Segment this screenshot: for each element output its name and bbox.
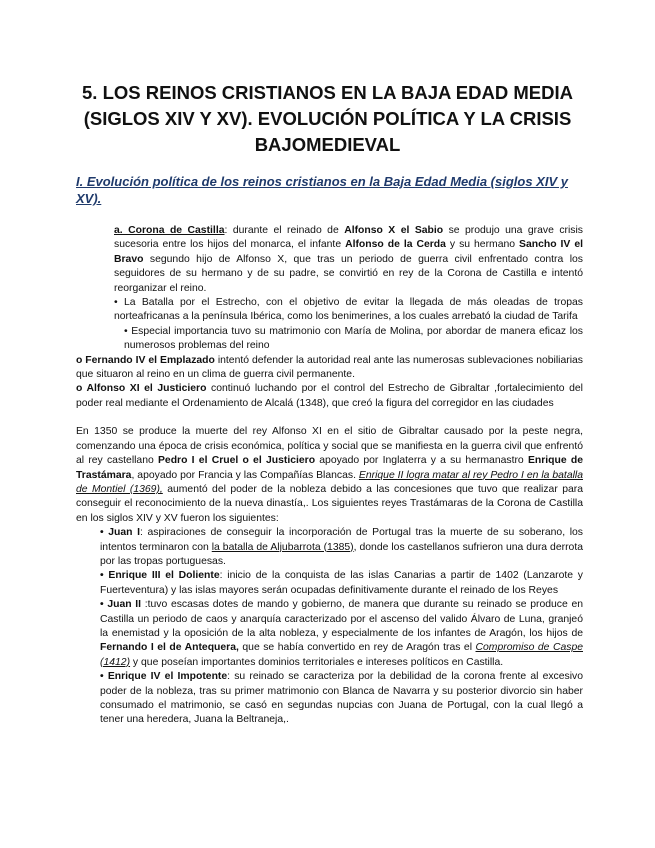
bullet-enrique-iv: • Enrique IV el Impotente: su reinado se caracteriza por la debilidad de la corona frente al excesivo poder de la nobleza, tras su primer matrimonio con Blanca de Navarra y su posterior divorcio sin haber consumado el matrimonio, se casó en segundas nupcias con Juana de Portugal, con la cual llegó a tener una heredera, Juana la Beltraneja,.: [100, 671, 584, 726]
paragraph-fernando-iv: o Fernando IV el Emplazado intentó defender la autoridad real ante las numerosas sublevaciones nobiliarias que situaron al reino en un clima de guerra civil permanente.: [76, 354, 583, 381]
bullet-maria-de-molina: • Especial importancia tuvo su matrimonio con María de Molina, por abordar de manera eficaz los numerosos problemas del reino: [124, 325, 583, 352]
document-title: 5. LOS REINOS CRISTIANOS EN LA BAJA EDAD MEDIA (SIGLOS XIV Y XV). EVOLUCIÓN POLÍTICA Y LA CRISIS BAJOMEDIEVAL: [82, 82, 573, 155]
paragraph-crisis-1350: En 1350 se produce la muerte del rey Alfonso XI en el sitio de Gibraltar causado por la peste negra, comenzando una época de crisis económica, política y social que se manifiesta en la guerra civil que enfrentó al rey castellano Pedro I el Cruel o el Justiciero apoyado por Inglaterra y a su hermanastro Enrique de Trastámara, apoyado por Francia y las Compañías Blancas. Enrique II logra matar al rey Pedro I en la batalla de Montiel (1369), aumentó del poder de la nobleza debido a las concesiones que tuvo que realizar para conseguir el reconocimiento de la nueva dinastía,. Los siguientes reyes Trastámaras de la Corona de Castilla en los siglos XIV y XV fueron los siguientes:: [76, 426, 583, 524]
paragraph-alfonso-xi: o Alfonso XI el Justiciero continuó luchando por el control del Estrecho de Gibraltar ,fortalecimiento del poder real mediante el Ordenamiento de Alcalá (1348), que creó la figura del corregidor en las ciudades: [76, 383, 583, 409]
bullet-juan-ii: • Juan II :tuvo escasas dotes de mando y gobierno, de manera que durante su reinado se produce en Castilla un periodo de caos y anarquía caracterizado por el ascenso del valido Álvaro de Luna, granjeó la enemistad y la oposición de la alta nobleza, y especialmente de los infantes de Aragón, los hijos de Fernando I el de Antequera, que se había convertido en rey de Aragón tras el Compromiso de Caspe (1412) y que poseían importantes dominios territoriales e intereses políticos en Castilla.: [100, 599, 584, 668]
bullet-juan-i: • Juan I: aspiraciones de conseguir la incorporación de Portugal tras la muerte de su soberano, los intentos terminaron con la batalla de Aljubarrota (1385), donde los castellanos sufrieron una dura derrota por las tropas portuguesas.: [100, 527, 583, 567]
paragraph-corona-castilla: a. Corona de Castilla: durante el reinado de Alfonso X el Sabio se produjo una grave crisis sucesoria entre los hijos del monarca, el infante Alfonso de la Cerda y su hermano Sancho IV el Bravo segundo hijo de Alfonso X, que tras un periodo de guerra civil enfrentado contra los seguidores de su hermano y de su padre, se convirtió en rey de la Corona de Castilla e intentó reorganizar el reino.: [114, 225, 584, 294]
section-subtitle: I. Evolución política de los reinos cristianos en la Baja Edad Media (siglos XIV y XV).: [76, 174, 568, 206]
heading-corona-castilla: a. Corona de Castilla: [114, 225, 225, 236]
document-body: [76, 224, 583, 728]
bullet-enrique-iii: • Enrique III el Doliente: inicio de la conquista de las islas Canarias a partir de 1402 (Lanzarote y Fuerteventura) y las islas mayores serán ocupadas definitivamente durante el reinado de los Reyes: [100, 570, 584, 596]
bullet-batalla-estrecho: • La Batalla por el Estrecho, con el objetivo de evitar la llegada de más oleadas de tropas norteafricanas a la península Ibérica, como los benimerines, a los cuales arrebató la ciudad de Tarifa: [114, 297, 583, 323]
